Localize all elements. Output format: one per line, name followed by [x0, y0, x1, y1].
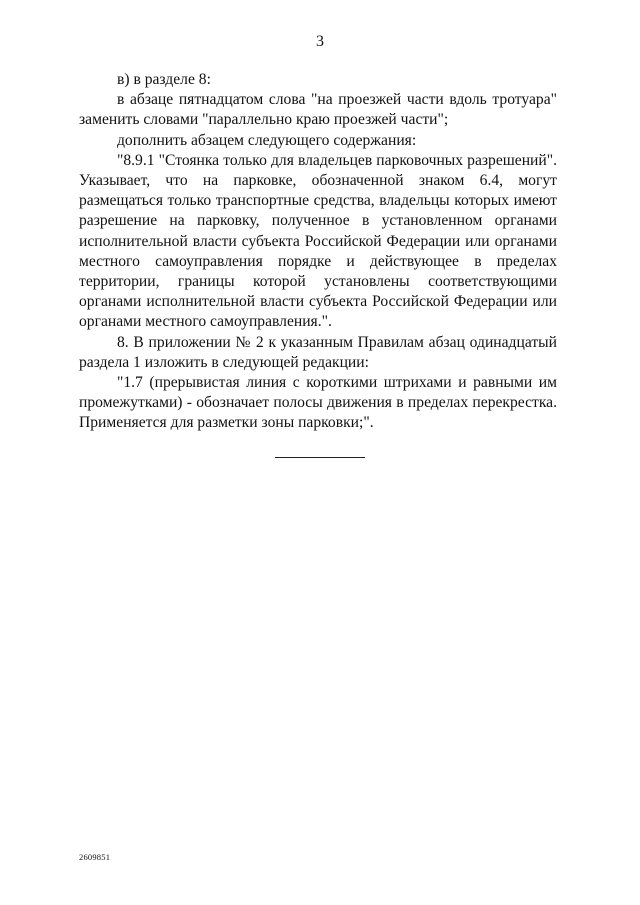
- paragraph-add-abzac: дополнить абзацем следующего содержания:: [117, 131, 417, 149]
- section-divider: [275, 457, 365, 458]
- paragraph-1-7: "1.7 (прерывистая линия с короткими штрихами и равными им промежутками) - обозначает полосы движения в пределах перекрестка. Применяется для разметки зоны парковки;".: [79, 374, 557, 432]
- document-code: 2609851: [79, 852, 111, 862]
- paragraph-item-8: 8. В приложении № 2 к указанным Правилам абзац одинадцатый раздела 1 изложить в следующей редакции:: [79, 333, 557, 371]
- page-number: 3: [316, 33, 324, 50]
- document-body: [79, 70, 557, 434]
- paragraph-replace-words: в абзаце пятнадцатом слова "на проезжей части вдоль тротуара" заменить словами "параллельно краю проезжей части";: [79, 91, 557, 129]
- paragraph-section-8: в) в разделе 8:: [117, 71, 211, 88]
- paragraph-8-9-1: "8.9.1 "Стоянка только для владельцев парковочных разрешений". Указывает, что на парковке, обозначенной знаком 6.4, могут размещаться только транспортные средства, владельцы которых имеют разрешение на парковку, полученное в установленном органами исполнительной власти субъекта Российской Федерации или органами местного самоуправления порядке и действующее в пределах территории, границы которой установлены соответствующими органами исполнительной власти субъекта Российской Федерации или органами местного самоуправления.".: [79, 151, 557, 331]
